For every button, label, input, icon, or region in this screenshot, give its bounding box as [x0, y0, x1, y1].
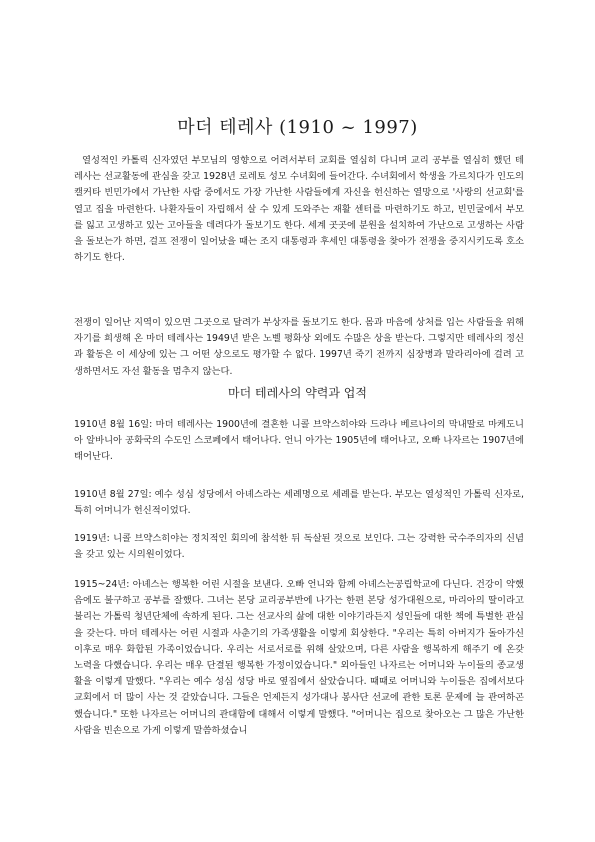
section-heading: 마더 테레사의 약력과 업적 [228, 386, 367, 400]
timeline-entry: 1910년 8월 27일: 예수 성심 성당에서 아녜스라는 세례명으로 세례를 받는다. 부모는 열성적인 가톨릭 신자로, 특히 어머니가 헌신적이었다. [74, 489, 524, 517]
timeline-entry: 1915~24년: 아녜스는 행복한 어린 시절을 보낸다. 오빠 언니와 함께 아녜스는공립학교에 다닌다. 건강이 약했음에도 불구하고 공부를 잘했다. 그녀는 본당 교리공부반에 나가는 한편 본당 성가대원으로, 마리아의 딸이라고 불리는 가톨릭 청년단체에 속하게 된다. 그는 선교사의 삶에 대한 이야기라든지 성인들에 대한 책에 특별한 관심을 갖는다. 마더 테레사는 어린 시절과 사춘기의 가족생활을 이렇게 회상한다. "우리는 특히 아버지가 돌아가신 이후로 매우 화합된 가족이었습니다. 우리는 서로서로를 위해 살았으며, 다른 사람을 행복하게 해주기 에 온갖 노력을 다했습니다. 우리는 매우 단결된 행복한 가정이었습니다." 외아들인 나자르는 어머니와 누이들의 종교생활을 이렇게 말했다. "우리는 예수 성심 성당 바로 옆집에서 살았습니다. 때때로 어머니와 누이들은 집에서보다 교회에서 더 많이 사는 것 같았습니다. 그들은 언제든지 성가대나 봉사단 선교에 관한 토론 문제에 늘 관여하곤 했습니다." 또한 나자르는 어머니의 관대함에 대해서 이렇게 말했다. "어머니는 집으로 찾아오는 그 많은 가난한 사람을 빈손으로 가게 이렇게 말씀하셨습니 [74, 579, 524, 736]
intro-paragraph: 열성적인 카톨릭 신자였던 부모님의 영향으로 어려서부터 교회를 열심히 다니며 교리 공부를 열심히 했던 테레사는 선교활동에 관심을 갖고 1928년 로레토 성모 수녀회에 들어간다. 수녀회에서 학생을 가르치다가 인도의 캘커타 빈민가에서 가난한 사람 중에서도 가장 가난한 사람들에게 자신을 헌신하는 열망으로 '사랑의 선교회'를 열고 집을 마련한다. 나환자들이 자립해서 살 수 있게 도와주는 재활 센터를 마련하기도 하고, 빈민굴에서 부모를 잃고 고생하고 있는 고아들을 데려다가 돌보기도 한다. 세계 곳곳에 분원을 설치하여 가난으로 고생하는 사람을 돌보는가 하면, 걸프 전쟁이 일어났을 때는 조지 대통령과 후세인 대통령을 찾아가 전쟁을 중지시키도록 호소하기도 한다. [74, 155, 524, 264]
intro-paragraph: 전쟁이 일어난 지역이 있으면 그곳으로 달려가 부상자를 돌보기도 한다. 몸과 마음에 상처를 입는 사람들을 위해 자기를 희생해 온 마더 테레사는 1949년 받은 노벨 평화상 외에도 수많은 상을 받는다. 그렇지만 테레사의 정신과 활동은 이 세상에 있는 그 어떤 상으로도 평가할 수 없다. 1997년 죽기 전까지 심장병과 말라리아에 걸려 고생하면서도 자선 활동을 멈추지 않는다. [74, 317, 524, 377]
page-title: 마더 테레사 (1910 ~ 1997) [177, 117, 418, 138]
timeline-entry: 1919년: 니콜 브약스히야는 정치적인 회의에 참석한 뒤 독살된 것으로 보인다. 그는 강력한 국수주의자의 신념을 갖고 있는 시의원이었다. [74, 533, 524, 561]
timeline-entry: 1910년 8월 16일: 마더 테레사는 1900년에 결혼한 니콜 브약스히야와 드라나 베르나이의 막내딸로 마케도니아 알바니아 공화국의 수도인 스코페에서 태어나다. 언니 아가는 1905년에 태어나고, 오빠 나자르는 1907년에 태어난다. [74, 419, 524, 463]
